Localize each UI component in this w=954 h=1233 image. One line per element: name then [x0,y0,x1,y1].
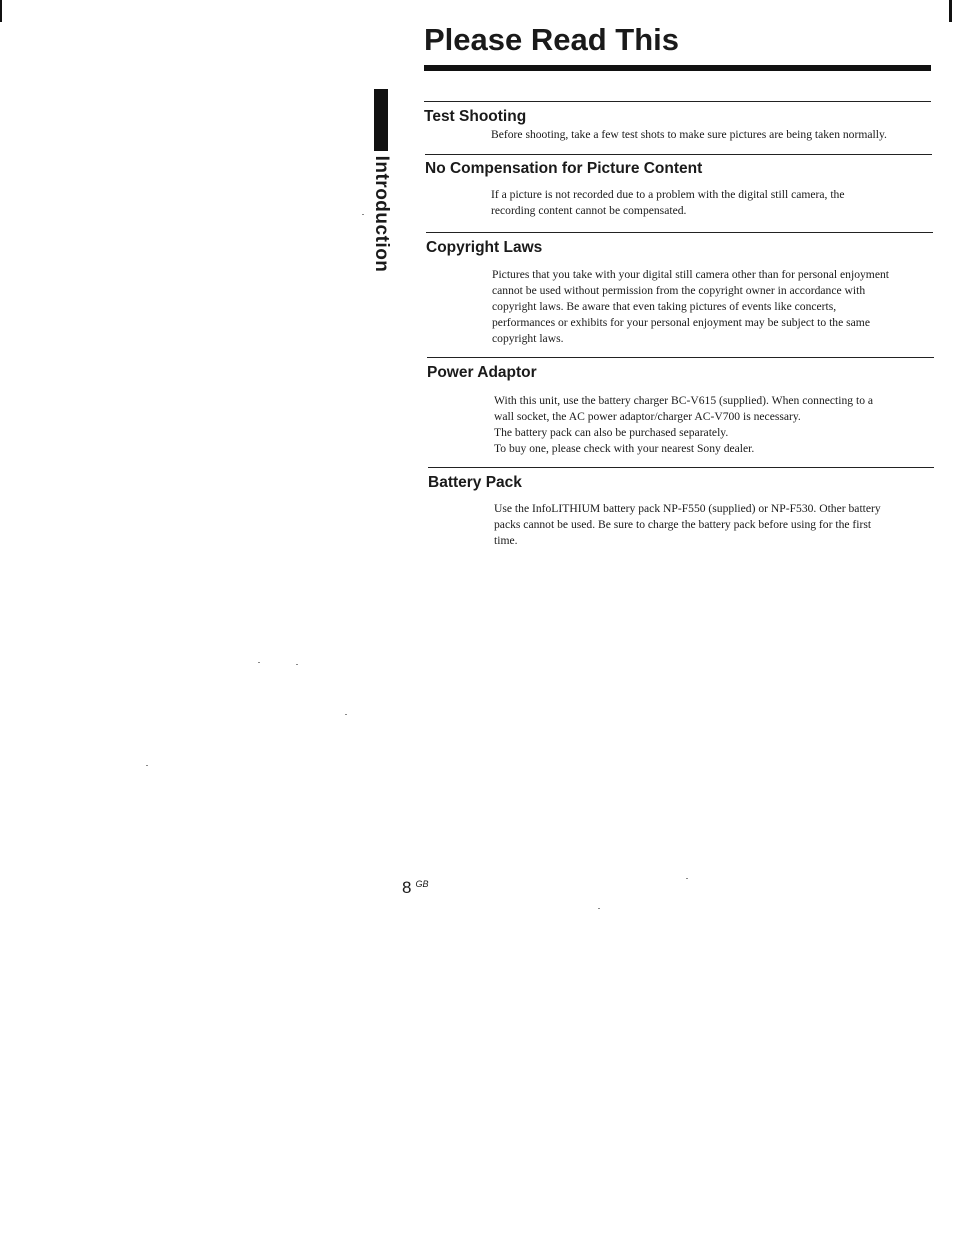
scan-speck [258,662,260,663]
scan-speck [296,664,298,665]
body-line: With this unit, use the battery charger BC-V615 (supplied). When connecting to a [494,394,874,407]
section-rule [426,232,933,233]
page-title: Please Read This [424,22,680,57]
section-rule [425,154,932,155]
body-line: copyright laws. [492,332,564,345]
section-body [494,501,934,549]
section-body [492,267,933,347]
section-test-shooting [424,101,931,143]
section-heading: Power Adaptor [427,364,537,381]
section-tab-label: Introduction [371,155,392,273]
page-number-value: 8 [402,878,412,897]
body-line: time. [494,534,518,547]
page-number [402,878,428,898]
scan-speck [686,878,688,879]
section-tab-bar [374,89,388,151]
section-body [491,187,932,219]
body-line: cannot be used without permission from the copyright owner in accordance with [492,284,866,297]
section-rule [428,467,934,468]
body-line: Before shooting, take a few test shots to make sure pictures are being taken normally. [491,128,887,141]
section-heading: Test Shooting [424,108,527,125]
section-no-compensation [425,154,932,219]
body-line: performances or exhibits for your personal enjoyment may be subject to the same [492,316,870,329]
body-line: Use the InfoLITHIUM battery pack NP-F550 (supplied) or NP-F530. Other battery [494,502,881,515]
scan-speck [598,908,600,909]
scan-edge-mark [949,0,952,22]
scan-speck [146,765,148,766]
body-line: To buy one, please check with your nearest Sony dealer. [494,442,755,455]
scan-speck [362,214,364,215]
body-line: recording content cannot be compensated. [491,204,687,217]
body-line: The battery pack can also be purchased separately. [494,426,729,439]
section-heading: Copyright Laws [426,239,543,256]
body-line: Pictures that you take with your digital still camera other than for personal enjoyment [492,268,889,281]
section-power-adaptor [427,357,934,457]
body-line: wall socket, the AC power adaptor/charger AC-V700 is necessary. [494,410,801,423]
section-body [491,127,931,143]
body-line: If a picture is not recorded due to a problem with the digital still camera, the [491,188,845,201]
section-heading: No Compensation for Picture Content [425,160,703,177]
scan-speck [345,714,347,715]
body-line: copyright laws. Be aware that even taking pictures of events like concerts, [492,300,837,313]
section-heading: Battery Pack [428,474,522,491]
title-rule [424,65,931,71]
body-line: packs cannot be used. Be sure to charge the battery pack before using for the first [494,518,872,531]
section-battery-pack [428,467,934,549]
page-number-suffix: GB [415,879,429,889]
section-rule [424,101,931,102]
section-copyright-laws [426,232,933,347]
section-body [494,393,934,457]
scan-edge-mark [0,0,2,22]
section-rule [427,357,934,358]
